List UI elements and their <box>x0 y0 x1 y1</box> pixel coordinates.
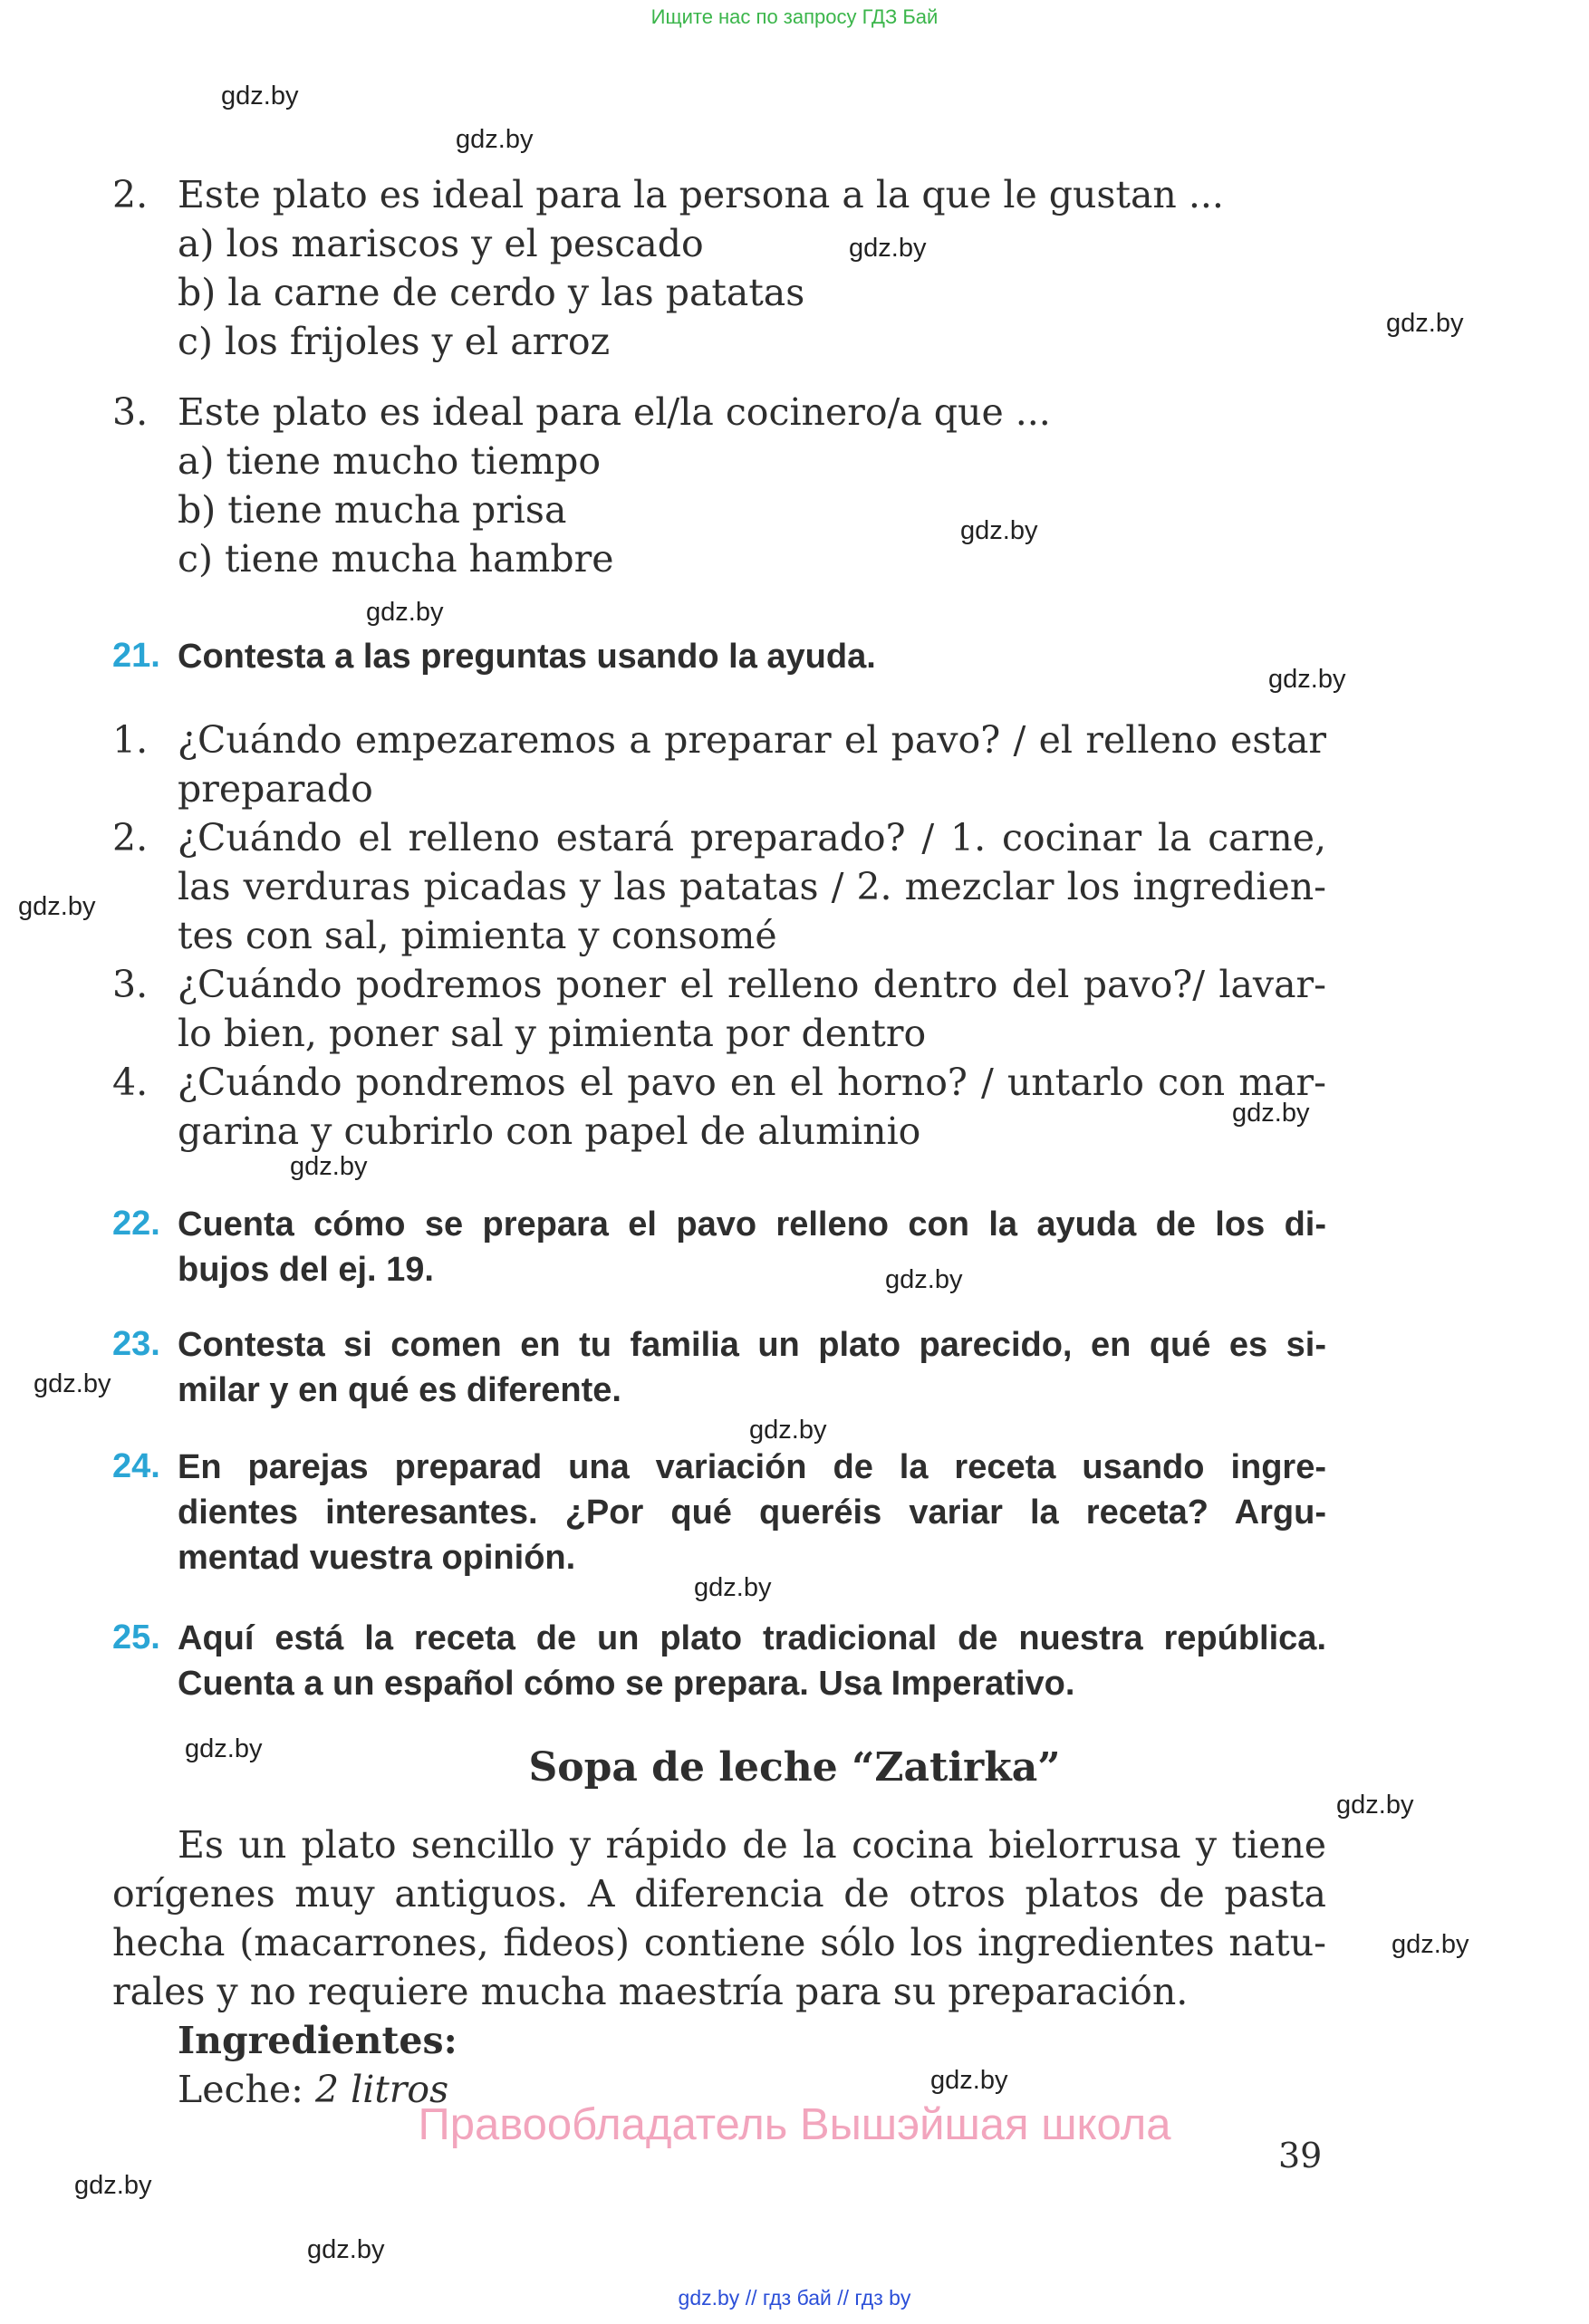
option-b: b) tiene mucha prisa <box>178 488 567 532</box>
watermark: gdz.by <box>221 82 299 110</box>
watermark: gdz.by <box>749 1416 827 1445</box>
recipe-paragraph <box>112 1820 1326 2016</box>
item-line: tes con sal, pimienta y consomé <box>178 914 777 957</box>
watermark: gdz.by <box>1232 1099 1310 1128</box>
item-1 <box>178 715 1326 813</box>
exercise-line: Contesta si comen en tu familia un plato parecido, en qué es si- <box>178 1326 1326 1364</box>
exercise-24-text <box>178 1445 1326 1580</box>
option-a: a) tiene mucho tiempo <box>178 439 602 483</box>
item-3 <box>178 960 1326 1058</box>
exercise-line: Cuenta cómo se prepara el pavo relleno con la ayuda de los di- <box>178 1205 1326 1244</box>
question-text: Este plato es ideal para el/la cocinero/a que ... <box>178 390 1051 434</box>
question-text: Este plato es ideal para la persona a la que le gustan ... <box>178 173 1224 216</box>
watermark: gdz.by <box>885 1265 963 1294</box>
option-b: b) la carne de cerdo y las patatas <box>178 271 805 314</box>
item-number: 1. <box>112 718 149 762</box>
ingredient-amount: 2 litros <box>314 2068 449 2111</box>
option-c: c) los frijoles y el arroz <box>178 320 611 363</box>
watermark: gdz.by <box>1386 309 1464 338</box>
watermark: gdz.by <box>694 1573 772 1602</box>
paragraph-line: orígenes muy antiguos. A diferencia de otros platos de pasta <box>112 1872 1326 1916</box>
option-a: a) los mariscos y el pescado <box>178 222 704 265</box>
exercise-21-text <box>178 634 1326 679</box>
exercise-23-text <box>178 1322 1326 1413</box>
watermark: gdz.by <box>366 598 444 627</box>
item-line: ¿Cuándo podremos poner el relleno dentro del pavo?/ lavar- <box>178 963 1326 1006</box>
item-line: lo bien, poner sal y pimienta por dentro <box>178 1012 927 1055</box>
watermark: gdz.by <box>290 1152 368 1181</box>
watermark: gdz.by <box>456 125 534 154</box>
copyright-notice: Правообладатель Вышэйшая школа <box>418 2100 1171 2149</box>
exercise-line: bujos del ej. 19. <box>178 1251 434 1289</box>
item-line: ¿Cuándo empezaremos a preparar el pavo? / el relleno estar <box>178 718 1326 762</box>
exercise-25-number: 25. <box>112 1618 160 1657</box>
item-line: preparado <box>178 767 373 811</box>
ingredient-name: Leche: <box>178 2068 303 2111</box>
item-4 <box>178 1058 1326 1156</box>
paragraph-line: rales y no requiere mucha maestría para su preparación. <box>112 1970 1189 2013</box>
item-line: ¿Cuándo pondremos el pavo en el horno? / untarlo con mar- <box>178 1061 1326 1104</box>
option-c: c) tiene mucha hambre <box>178 537 614 581</box>
exercise-line: mentad vuestra opinión. <box>178 1539 576 1577</box>
question-number: 3. <box>112 390 149 434</box>
exercise-21-number: 21. <box>112 637 160 675</box>
watermark: gdz.by <box>1268 665 1346 694</box>
paragraph-line: Es un plato sencillo y rápido de la cocina bielorrusa y tiene <box>178 1823 1326 1867</box>
watermark: gdz.by <box>74 2171 152 2200</box>
item-line: garina y cubrirlo con papel de aluminio <box>178 1109 921 1153</box>
exercise-line: dientes interesantes. ¿Por qué queréis variar la receta? Argu- <box>178 1493 1326 1532</box>
exercise-line: En parejas preparad una variación de la receta usando ingre- <box>178 1448 1326 1486</box>
item-number: 4. <box>112 1061 149 1104</box>
question-number: 2. <box>112 173 149 216</box>
watermark: gdz.by <box>307 2235 385 2264</box>
top-banner: Ищите нас по запросу ГДЗ Бай <box>650 5 939 28</box>
ingredients-heading: Ingredientes: <box>178 2019 457 2062</box>
watermark: gdz.by <box>34 1369 111 1398</box>
watermark: gdz.by <box>1392 1930 1469 1959</box>
exercise-24-number: 24. <box>112 1447 160 1485</box>
page-number: 39 <box>1278 2136 1323 2175</box>
watermark: gdz.by <box>18 892 96 921</box>
watermark: gdz.by <box>849 234 927 263</box>
exercise-22-number: 22. <box>112 1205 160 1243</box>
exercise-line: Contesta a las preguntas usando la ayuda. <box>178 638 876 676</box>
item-line: ¿Cuándo el relleno estará preparado? / 1. cocinar la carne, <box>178 816 1326 859</box>
exercise-25-text <box>178 1616 1326 1706</box>
item-2 <box>178 813 1326 960</box>
item-number: 2. <box>112 816 149 859</box>
exercise-23-number: 23. <box>112 1325 160 1363</box>
watermark: gdz.by <box>930 2066 1008 2095</box>
exercise-line: milar y en qué es diferente. <box>178 1371 621 1409</box>
item-number: 3. <box>112 963 149 1006</box>
footer-links: gdz.by // гдз бай // гдз by <box>678 2286 911 2310</box>
exercise-22-text <box>178 1202 1326 1292</box>
item-line: las verduras picadas y las patatas / 2. mezclar los ingredien- <box>178 865 1326 908</box>
watermark: gdz.by <box>960 516 1038 545</box>
exercise-line: Cuenta a un español cómo se prepara. Usa Imperativo. <box>178 1665 1075 1703</box>
exercise-line: Aquí está la receta de un plato tradicional de nuestra república. <box>178 1619 1326 1657</box>
recipe-title: Sopa de leche “Zatirka” <box>528 1744 1061 1791</box>
watermark: gdz.by <box>185 1734 263 1763</box>
paragraph-line: hecha (macarrones, fideos) contiene sólo los ingredientes natu- <box>112 1921 1326 1964</box>
watermark: gdz.by <box>1336 1791 1414 1820</box>
